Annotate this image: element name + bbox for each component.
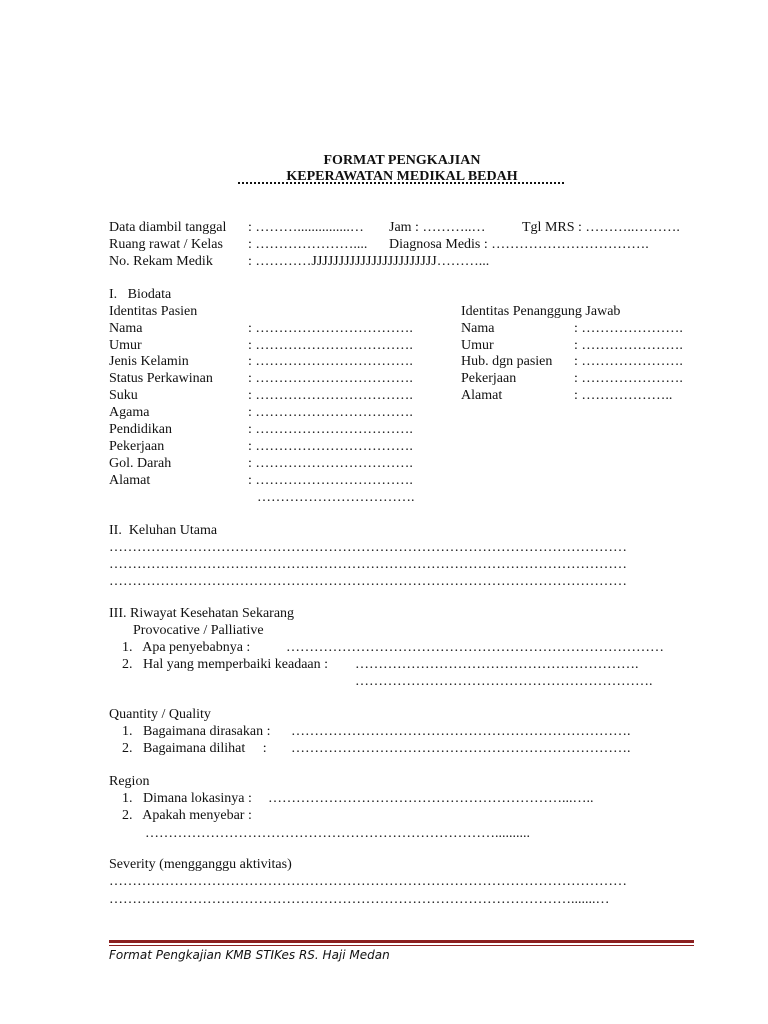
seen-blank: ………………………………………………………………. [291, 741, 631, 756]
felt-blank: ………………………………………………………………. [291, 724, 631, 739]
room-class-field: : ………………….... [248, 237, 368, 252]
patient-identity-heading: Identitas Pasien [109, 304, 198, 319]
patient-field-blank: : ……………………………. [248, 371, 413, 386]
felt-question: 1. Bagaimana dirasakan : [122, 724, 271, 739]
document-title-line1: FORMAT PENGKAJIAN [323, 153, 481, 168]
severity-blank: ……………………………………………………………………………………….......… [109, 892, 610, 907]
severity-heading: Severity (mengganggu aktivitas) [109, 857, 292, 872]
region-heading: Region [109, 774, 150, 789]
guardian-field-blank: : …………………. [574, 321, 683, 336]
patient-field-blank: : ……………………………. [248, 338, 413, 353]
main-complaint-blank: ………………………………………………………………………………………………… [109, 540, 627, 555]
spread-question: 2. Apakah menyebar : [122, 808, 252, 823]
patient-field-blank: : ……………………………. [248, 388, 413, 403]
patient-field-label: Pekerjaan [109, 439, 165, 454]
guardian-field-label: Umur [461, 338, 494, 353]
footer-rule [109, 940, 694, 943]
main-complaint-blank: ………………………………………………………………………………………………… [109, 557, 627, 572]
relief-blank: ……………………………………………………. [355, 657, 639, 672]
patient-field-blank: : ……………………………. [248, 422, 413, 437]
spread-blank: ………………………………………………………………….......... [145, 826, 530, 841]
guardian-field-blank: : …………………. [574, 371, 683, 386]
severity-blank: ………………………………………………………………………………………………… [109, 874, 627, 889]
medical-record-field: : …………JJJJJJJJJJJJJJJJJJJJJJJ………... [248, 254, 490, 269]
patient-field-blank: : ……………………………. [248, 354, 413, 369]
admission-date-field: Tgl MRS : ………..………. [522, 220, 680, 235]
patient-address-continuation: ……………………………. [257, 490, 415, 505]
guardian-field-blank: : …………………. [574, 354, 683, 369]
patient-field-blank: : ……………………………. [248, 439, 413, 454]
patient-field-label: Nama [109, 321, 143, 336]
relief-blank-continuation: ………………………………………………………. [355, 674, 653, 689]
patient-field-label: Pendidikan [109, 422, 172, 437]
patient-field-blank: : ……………………………. [248, 321, 413, 336]
date-field: : ………...............… [248, 220, 364, 235]
patient-field-label: Agama [109, 405, 150, 420]
time-field: Jam : ………..… [389, 220, 486, 235]
location-question: 1. Dimana lokasinya : [122, 791, 252, 806]
patient-field-blank: : ……………………………. [248, 405, 413, 420]
seen-question: 2. Bagaimana dilihat : [122, 741, 267, 756]
main-complaint-heading: II. Keluhan Utama [109, 523, 218, 538]
diagnosis-field: Diagnosa Medis : ……………………………. [389, 237, 649, 252]
guardian-field-label: Alamat [461, 388, 503, 403]
relief-question: 2. Hal yang memperbaiki keadaan : [122, 657, 329, 672]
cause-question: 1. Apa penyebabnya : [122, 640, 251, 655]
patient-field-blank: : ……………………………. [248, 473, 413, 488]
patient-field-label: Alamat [109, 473, 151, 488]
patient-field-label: Suku [109, 388, 138, 403]
document-title-line2: KEPERAWATAN MEDIKAL BEDAH [286, 169, 518, 184]
cause-blank: ……………………………………………………………………… [286, 640, 664, 655]
guardian-field-label: Pekerjaan [461, 371, 517, 386]
guardian-field-label: Hub. dgn pasien [461, 354, 553, 369]
room-class-label: Ruang rawat / Kelas [109, 237, 223, 252]
biodata-heading: I. Biodata [109, 287, 172, 302]
guardian-field-blank: : ……………….. [574, 388, 673, 403]
guardian-identity-heading: Identitas Penanggung Jawab [461, 304, 621, 319]
patient-field-label: Umur [109, 338, 142, 353]
patient-field-label: Gol. Darah [109, 456, 172, 471]
title-dotted-underline [238, 182, 564, 184]
provocative-subheading: Provocative / Palliative [133, 623, 264, 638]
medical-record-label: No. Rekam Medik [109, 254, 213, 269]
date-label: Data diambil tanggal [109, 220, 227, 235]
footer-caption: Format Pengkajian KMB STIKes RS. Haji Medan [109, 948, 390, 962]
patient-field-blank: : ……………………………. [248, 456, 413, 471]
footer-rule-thin [109, 945, 694, 946]
patient-field-label: Jenis Kelamin [109, 354, 189, 369]
guardian-field-label: Nama [461, 321, 495, 336]
patient-field-label: Status Perkawinan [109, 371, 213, 386]
current-history-heading: III. Riwayat Kesehatan Sekarang [109, 606, 295, 621]
quantity-quality-heading: Quantity / Quality [109, 707, 211, 722]
location-blank: ………………………………………………………...….. [268, 791, 594, 806]
main-complaint-blank: ………………………………………………………………………………………………… [109, 574, 627, 589]
guardian-field-blank: : …………………. [574, 338, 683, 353]
